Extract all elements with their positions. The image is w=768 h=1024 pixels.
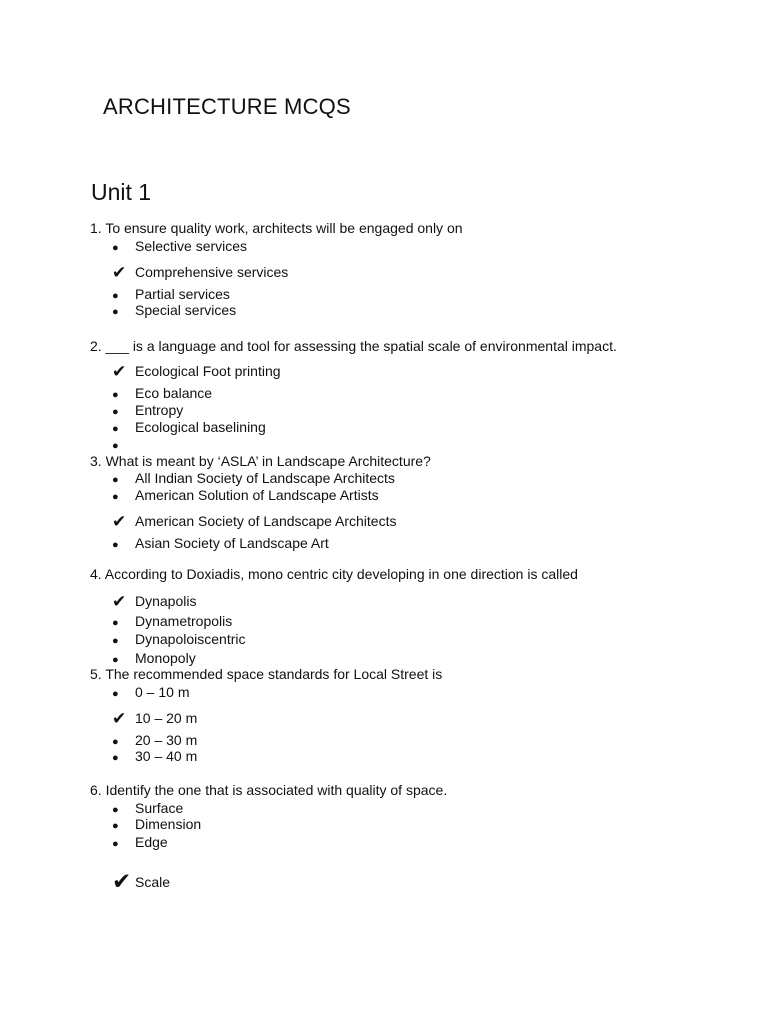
- bullet-icon: ●: [112, 491, 119, 503]
- option-correct: [112, 362, 281, 380]
- option-correct: [112, 263, 288, 281]
- bullet-icon: ●: [112, 752, 119, 764]
- unit-heading: Unit 1: [91, 179, 152, 205]
- bullet-icon: ●: [112, 617, 119, 629]
- bullet-icon: ●: [112, 820, 119, 832]
- option-correct: [112, 868, 171, 894]
- option-correct: [112, 592, 196, 610]
- question-4: 4. According to Doxiadis, mono centric city developing in one direction is called: [90, 566, 578, 582]
- checkmark-icon: ✔: [112, 592, 127, 611]
- option-text: Ecological Foot printing: [135, 363, 281, 379]
- question-3: 3. What is meant by ‘ASLA’ in Landscape Architecture?: [90, 453, 431, 469]
- bullet-icon: ●: [112, 688, 119, 700]
- option: [112, 631, 246, 650]
- checkmark-icon: ✔: [112, 263, 127, 282]
- bullet-icon: ●: [112, 406, 119, 418]
- option: [112, 535, 329, 554]
- document-title: ARCHITECTURE MCQS: [103, 94, 351, 119]
- option-text: 0 – 10 m: [135, 684, 190, 700]
- option-text: Ecological baselining: [135, 419, 266, 435]
- option-text: All Indian Society of Landscape Architects: [135, 470, 395, 486]
- checkmark-icon: ✔: [112, 512, 127, 531]
- bullet-icon: ●: [112, 736, 119, 748]
- checkmark-icon: ✔: [112, 709, 127, 728]
- option: [112, 816, 201, 835]
- bullet-icon: ●: [112, 440, 119, 452]
- bullet-icon: ●: [112, 290, 119, 302]
- option-correct: [112, 512, 396, 530]
- bullet-icon: ●: [112, 389, 119, 401]
- option-text: Dimension: [135, 816, 202, 832]
- option-text: 30 – 40 m: [135, 748, 198, 764]
- option-text: Special services: [135, 302, 237, 318]
- option-text: Dynapoloiscentric: [135, 631, 246, 647]
- option-correct: [112, 709, 197, 727]
- bullet-icon: ●: [112, 242, 119, 254]
- checkmark-icon: ✔: [112, 868, 132, 894]
- option-text: American Solution of Landscape Artists: [135, 487, 379, 503]
- option-text: 20 – 30 m: [135, 732, 198, 748]
- bullet-icon: ●: [112, 423, 119, 435]
- question-5: 5. The recommended space standards for Local Street is: [90, 666, 443, 682]
- option: [112, 302, 236, 321]
- option-text: Edge: [135, 834, 168, 850]
- option-text: Dynapolis: [135, 593, 197, 609]
- option: [112, 487, 379, 506]
- bullet-icon: ●: [112, 474, 119, 486]
- checkmark-icon: ✔: [112, 362, 127, 381]
- option: [112, 834, 168, 853]
- option-text: Scale: [135, 874, 171, 890]
- option-text: Monopoly: [135, 650, 196, 666]
- option-text: Comprehensive services: [135, 264, 289, 280]
- option-text: Surface: [135, 800, 184, 816]
- question-1: 1. To ensure quality work, architects will be engaged only on: [90, 220, 463, 236]
- option: [112, 613, 232, 632]
- option: [112, 684, 189, 703]
- option: [112, 419, 266, 438]
- bullet-icon: ●: [112, 654, 119, 666]
- bullet-icon: ●: [112, 539, 119, 551]
- option-text: Partial services: [135, 286, 230, 302]
- option-text: American Society of Landscape Architects: [135, 513, 397, 529]
- bullet-icon: ●: [112, 804, 119, 816]
- option-text: 10 – 20 m: [135, 710, 198, 726]
- bullet-icon: ●: [112, 838, 119, 850]
- option: [112, 238, 247, 257]
- option-text: Eco balance: [135, 385, 213, 401]
- option-text: Entropy: [135, 402, 184, 418]
- option-text: Selective services: [135, 238, 248, 254]
- bullet-icon: ●: [112, 306, 119, 318]
- option-text: Dynametropolis: [135, 613, 233, 629]
- option: [112, 748, 197, 767]
- question-2: 2. ___ is a language and tool for assessing the spatial scale of environmental impact.: [90, 338, 617, 354]
- option-text: Asian Society of Landscape Art: [135, 535, 329, 551]
- question-6: 6. Identify the one that is associated with quality of space.: [90, 782, 448, 798]
- bullet-icon: ●: [112, 635, 119, 647]
